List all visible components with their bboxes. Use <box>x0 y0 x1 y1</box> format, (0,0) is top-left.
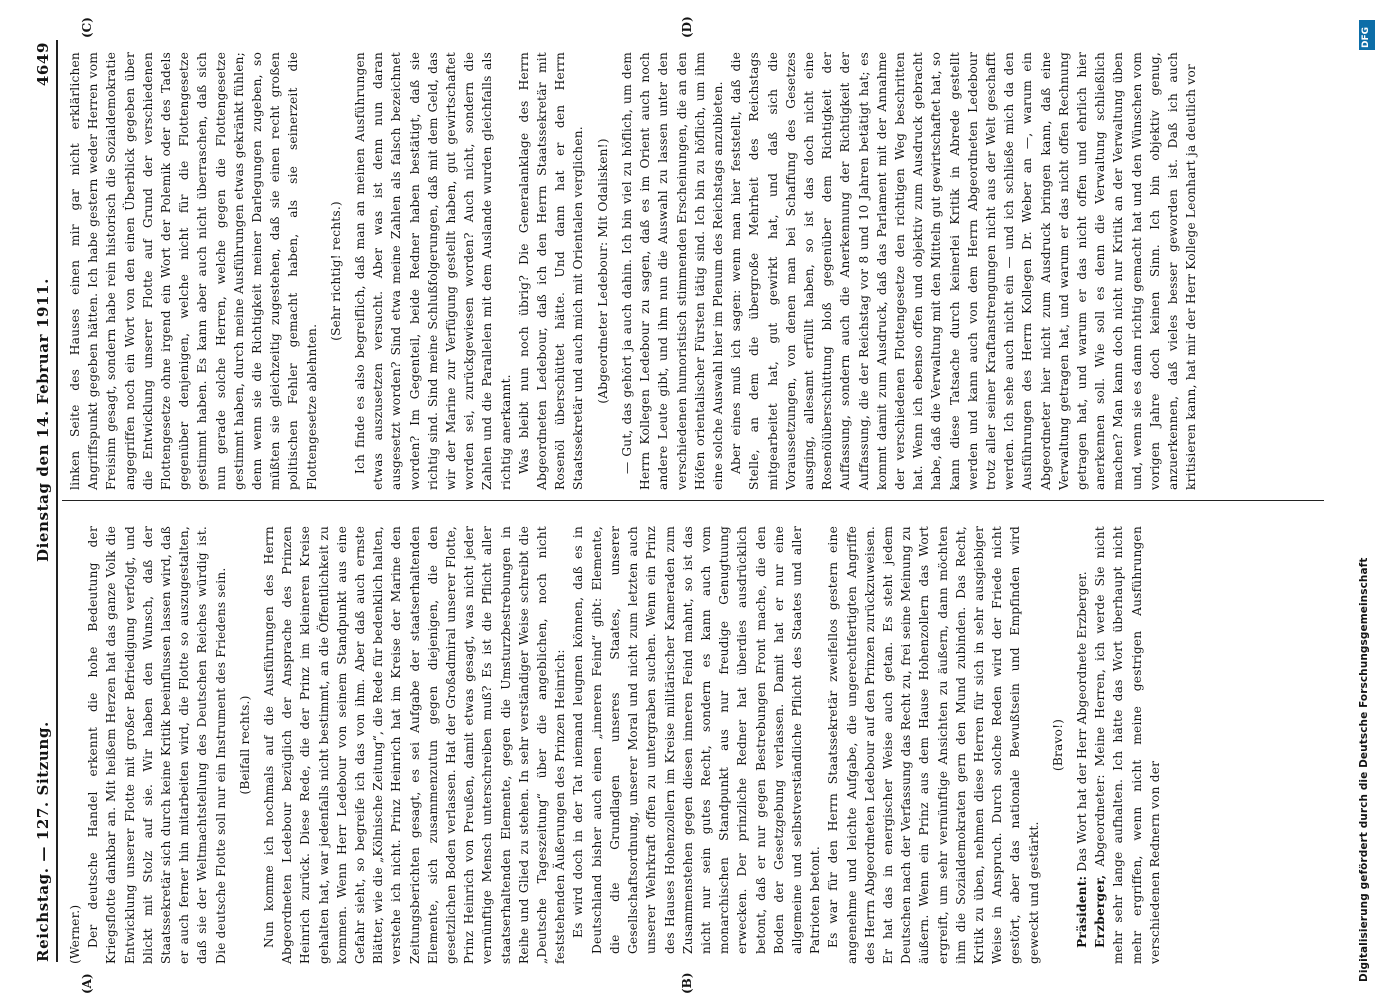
applause: (Bravo!) <box>1050 718 1065 772</box>
page-number: 4649 <box>34 42 52 87</box>
paragraph: linken Seite des Hauses einen mir gar nicht erklärlichen Angriffspunkt gegeben hätten. Ich habe gestern weder Herren vom Freisinn gesagt, sondern habe rein historisch die Sozialdemokratie angegriffen noch ein Wort von den einen Überblick gegeben über die Entwicklung unserer Flotte auf Grund der verschiedenen Flottengesetze ohne irgend ein Wort der Polemik oder des Tadels gegenüber denjenigen, welche nicht für die Flottengesetze gestimmt haben. Es kann aber auch nicht überraschen, daß sich nun gerade solche Herren, welche gegen die Flottengesetze gestimmt haben, durch meine Ausführungen etwas gekränkt fühlen; denn wenn sie die Richtigkeit meiner Darlegungen zugeben, so müßten sie gleichzeitig zugestehen, daß sie einen recht großen politischen Fehler gemacht haben, als sie seinerzeit die Flottengesetze ablehnten. <box>68 52 319 490</box>
paragraph: Was bleibt nun noch übrig? Die Generalanklage des Herrn Abgeordneten Ledebour, daß ich den Herrn Staatssekretär mit Rosenöl überschüttet hätte. Und dann hat er den Herrn Staatssekretär und auch mich mit Orientalen verglichen. <box>516 52 586 490</box>
funding-note: Digitalisierung gefördert durch die Deutsche Forschungsgemeinschaft <box>1358 557 1370 982</box>
running-header <box>30 42 58 962</box>
column-divider <box>62 500 1324 501</box>
paragraph: — Gut, das gehört ja auch dahin. Ich bin viel zu höflich, um dem Herrn Kollegen Ledebour zu sagen, daß es im Orient auch noch andere Leute gibt, und ihm nun die Auswahl zu lassen unter den verschiedenen humoristisch stimmenden Erscheinungen, die an den Höfen orientalischer Fürsten tätig sind. Ich bin zu höflich, um ihm eine solche Auswahl hier im Plenum des Reichstags anzubieten. <box>619 52 725 490</box>
right-column <box>66 52 1200 490</box>
digitization-note <box>1358 18 1376 982</box>
header-date: Dienstag den 14. Februar 1911. <box>34 278 52 562</box>
margin-marker-c: (C) <box>80 17 94 38</box>
applause: (Sehr richtig! rechts.) <box>328 201 343 341</box>
speaker-text: Abgeordneter: Meine Herren, ich werde Sie nicht mehr sehr lange aufhalten. Ich hätte das Wort überhaupt nicht mehr ergriffen, wenn nicht meine gestrigen Ausführungen verschiedenen Rednern von der <box>1093 525 1162 964</box>
paragraph: Ich finde es also begreiflich, daß man an meinen Ausführungen etwas auszusetzen versucht. Aber was ist denn nun daran ausgesetzt worden? Sind etwa meine Zahlen als falsch bezeichnet worden? Im Gegenteil, beide Redner haben bestätigt, daß sie richtig sind. Sind meine Schlußfolgerungen, daß mit dem Geld, das wir der Marine zur Verfügung gestellt haben, gut gewirtschaftet worden sei, zurückgewiesen worden? Auch nicht, sondern die Zahlen und die Parallelen mit dem Auslande wurden gleichfalls als richtig anerkannt. <box>353 52 513 490</box>
president-statement <box>1073 526 1091 964</box>
quotation: Es wird doch in der Tat niemand leugnen können, daß es in Deutschland bisher auch einen „inneren Feind“ gibt: Elemente, die die Grundlagen unseres Staates, unserer Gesellschaftsordnung, unserer Moral und nicht zum letzten auch unserer Wehrkraft offen zu untergraben suchen. Wenn ein Prinz des Hauses Hohenzollern im Kreise militärischer Kameraden zum Zusammenstehen gegen diesen inneren Feind mahnt, so ist das nicht nur sein gutes Recht, sondern es kann auch vom monarchischen Standpunkt aus nur freudige Genugtuung erwecken. Der prinzliche Redner hat überdies ausdrücklich betont, daß er nur gegen Bestrebungen Front mache, die den Boden der Gesetzgebung verlassen. Damit hat er nur eine allgemeine und selbstverständliche Pflicht des Staates und aller Patrioten betont. <box>571 526 823 954</box>
paragraph: Aber eines muß ich sagen: wenn man hier feststellt, daß die Stelle, an dem die übergroße Mehrheit des Reichstags mitgearbeitet hat, gut gewirkt hat, und daß sich die Voraussetzungen, von denen man bei Schaffung des Gesetzes ausging, allesamt erfüllt haben, so ist das doch nicht eine Rosenölüberschüttung bloß gegenüber dem Richtigkeit der Auffassung, sondern auch die Anerkennung der Richtigkeit der Auffassung, die der Reichstag vor 8 und 10 Jahren betätigt hat; es kommt damit zum Ausdruck, daß das Parlament mit der Annahme der verschiedenen Flottengesetze den richtigen Weg beschritten hat. Wenn ich ebenso offen und objektiv zum Ausdruck gebracht habe, daß die Verwaltung mit den Mitteln gut gewirtschaftet hat, so kann diese Tatsache durch keinerlei Kritik in Abrede gestellt werden und kann auch von dem Herrn Abgeordneten Ledebour trotz aller seiner Kraftanstrengungen nicht aus der Welt geschafft werden. Ich sehe auch nicht ein — und ich schließe mich da den Ausführungen des Herrn Kollegen Dr. Weber an —, warum ein Abgeordneter hier nicht zum Ausdruck bringen kann, daß eine Verwaltung getragen hat, und warum er das nicht offen Rechnung getragen hat, und warum er das nicht offen und ehrlich hier anerkennen soll. Wie soll es denn die Verwaltung schließlich machen? Man kann doch nicht nur Kritik an der Verwaltung üben und, wenn sie es dann richtig gemacht hat und den Wünschen vom vorigen Jahre doch keinen Sinn. Ich bin objektiv genug, anzuerkennen, daß vieles besser geworden ist. Daß ich auch kritisieren kann, hat mir der Herr Kollege Leonhart ja deutlich vor <box>729 52 1199 490</box>
paragraph: Es war für den Herrn Staatssekretär zweifellos gestern eine angenehme und leichte Aufgabe, die ungerechtfertigten Angriffe des Herrn Abgeordneten Ledebour auf den Prinzen zurückzuweisen. Er hat das in energischer Weise auch getan. Es steht jedem Deutschen nach der Verfassung das Recht zu, frei seine Meinung zu äußern. Wenn ein Prinz aus dem Hause Hohenzollern das Wort ergreift, um sehr vernünftige Ansichten zu äußern, dann möchten ihm die Sozialdemokraten gern den Mund zubinden. Das Recht, Kritik zu üben, nehmen diese Herren für sich in sehr ausgiebiger Weise in Anspruch. Durch solche Reden wird der Friede nicht gestört, aber das nationale Bewußtsein und Empfinden wird geweckt und gestärkt. <box>826 526 1041 964</box>
margin-marker-d: (D) <box>680 16 694 38</box>
header-session: Reichstag. — 127. Sitzung. <box>34 721 52 962</box>
dfg-logo: DFG <box>1359 20 1375 50</box>
president-label: Präsident: <box>1074 875 1089 948</box>
header-rule <box>56 40 58 962</box>
speaker-label: Erzberger, <box>1093 874 1108 948</box>
paragraph: Der deutsche Handel erkennt die hohe Bedeutung der Kriegsflotte dankbar an. Mit heißem Herzen hat das ganze Volk die Entwicklung unserer Flotte mit großer Befriedigung verfolgt, und blickt mit Stolz auf sie. Wir haben den Wunsch, daß der Staatssekretär sich durch keine Kritik beeinflussen lassen wird, daß er auch ferner hin mitarbeiten wird, die Flotte so auszugestalten, daß sie der Weltmachtstellung des Deutschen Reiches würdig ist. Die deutsche Flotte soll nur ein Instrument des Friedens sein. <box>86 526 228 964</box>
margin-marker-a: (A) <box>80 973 94 994</box>
interjection: (Abgeordneter Ledebour: Mit Odalisken!) <box>595 138 610 404</box>
applause: (Beifall rechts.) <box>237 695 252 795</box>
speaker-tag: (Werner.) <box>68 904 82 964</box>
margin-marker-b: (B) <box>680 972 694 994</box>
speaker-statement <box>1091 526 1164 964</box>
paragraph: Nun komme ich nochmals auf die Ausführungen des Herrn Abgeordneten Ledebour bezüglich der Ansprache des Prinzen Heinrich zurück. Diese Rede, die der Prinz im kleineren Kreise gehalten hat, war jedenfalls nicht bestimmt, an die Öffentlichkeit zu kommen. Wenn Herr Ledebour von seinem Standpunkt aus eine Gefahr sieht, so begreife ich das von ihm. Aber daß auch ernste Blätter, wie die „Kölnische Zeitung“, die Rede für bedenklich halten, verstehe ich nicht. Prinz Heinrich hat im Kreise der Marine den Zeitungsberichten gesagt, es sei Aufgabe der staatserhaltenden Elemente, sich zusammenzutun gegen diejenigen, die den gesetzlichen Boden verlassen. Hat der Großadmiral unserer Flotte, Prinz Heinrich von Preußen, damit etwas gesagt, was nicht jeder vernünftige Mensch unterschreiben muß? Es ist die Pflicht aller staatserhaltenden Elemente, gegen die Umsturzbestrebungen in Reihe und Glied zu stehen. In sehr verständiger Weise schreibt die „Deutsche Tageszeitung“ über die angeblichen, noch nicht feststehenden Äußerungen des Prinzen Heinrich: <box>262 526 568 964</box>
president-text: Das Wort hat der Herr Abgeordnete Erzberger. <box>1074 571 1089 872</box>
left-column <box>66 526 1164 964</box>
